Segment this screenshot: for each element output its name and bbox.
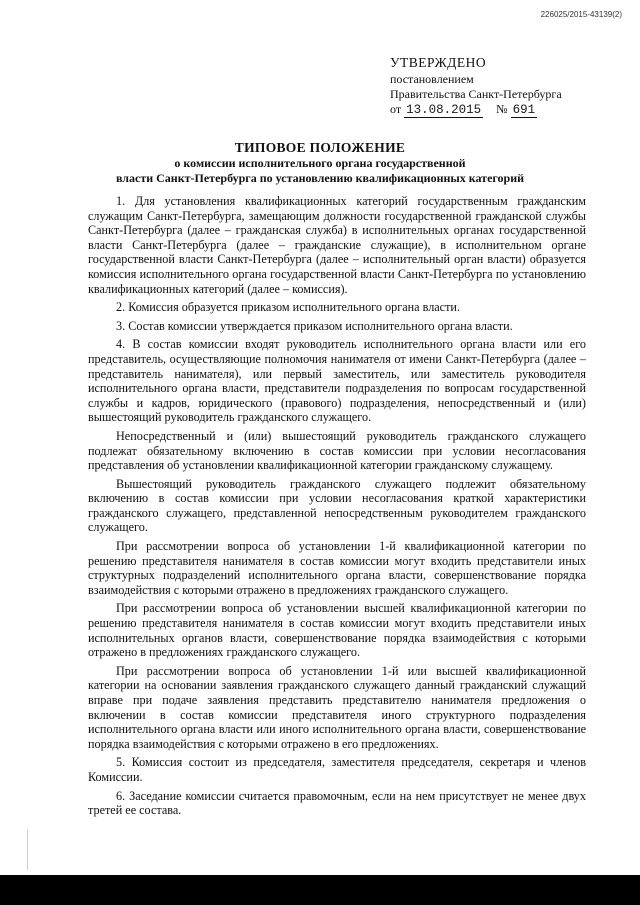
document-subtitle-line-2: власти Санкт-Петербурга по установлению квалификационных категорий <box>115 171 525 185</box>
paragraph-4-note-3: При рассмотрении вопроса об установлении 1-й квалификационной категории по решению представителя нанимателя в состав комиссии могут входить представители иных структурных подразделений исполнительного органа власти, совершенствование порядка взаимодействия с которыми отражено в предложениях гражданского служащего. <box>88 539 586 597</box>
paragraph-4-note-1: Непосредственный и (или) вышестоящий руководитель гражданского служащего подлежат обязательному включению в состав комиссии при условии несогласования представления об установлении квалификационной категории гражданскому служащему. <box>88 428 586 473</box>
paragraph-4-note-4: При рассмотрении вопроса об установлении высшей квалификационной категории по решению представителя нанимателя в состав комиссии могут входить представители иных исполнительных органов власти, совершенствование порядка взаимодействия с которыми отражено в предложениях гражданского служащего. <box>88 601 586 660</box>
paragraph-3: 3. Состав комиссии утверждается приказом исполнительного органа власти. <box>116 318 513 333</box>
approval-date: 13.08.2015 <box>406 103 482 117</box>
document-title: ТИПОВОЕ ПОЛОЖЕНИЕ <box>234 140 406 155</box>
approval-stamp-block <box>390 55 620 118</box>
document-title-block <box>95 140 545 186</box>
document-subtitle-line-1: о комиссии исполнительного органа государственной <box>174 156 466 170</box>
approved-by-line-2: Правительства Санкт-Петербурга <box>390 87 562 101</box>
from-label: от <box>390 102 402 116</box>
paragraph-6: 6. Заседание комиссии считается правомочным, если на нем присутствует не менее двух третей ее состава. <box>88 788 586 818</box>
document-body <box>88 194 586 822</box>
approved-by-line-1: постановлением <box>390 72 474 86</box>
approval-date-number-line <box>390 102 620 118</box>
paragraph-2: 2. Комиссия образуется приказом исполнительного органа власти. <box>116 300 460 315</box>
approval-number: 691 <box>512 103 536 117</box>
scan-bottom-edge <box>0 875 640 905</box>
paragraph-5: 5. Комиссия состоит из председателя, заместителя председателя, секретаря и членов Комиссии. <box>88 755 586 784</box>
paragraph-4-note-2: Вышестоящий руководитель гражданского служащего подлежит обязательному включению в состав комиссии при условии несогласования краткой характеристики гражданского служащего, представленной непосредственным руководителем гражданского служащего. <box>88 476 586 535</box>
document-registration-code: 226025/2015-43139(2) <box>540 10 622 19</box>
number-label: № <box>496 102 508 116</box>
paragraph-1: 1. Для установления квалификационных категорий государственным гражданским служащим Санкт-Петербурга, замещающим должности государственной гражданской службы Санкт-Петербурга (далее – гражданская служба) в исполнительных органах государственной власти Санкт-Петербурга (далее – гражданские служащие), в исполнительном органе государственной власти Санкт-Петербурга (далее – исполнительный орган власти) образуется комиссия исполнительного органа государственной власти Санкт-Петербурга по установлению квалификационных категорий (далее – комиссия). <box>88 194 586 296</box>
approved-heading: УТВЕРЖДЕНО <box>390 55 487 70</box>
paragraph-4: 4. В состав комиссии входят руководитель исполнительного органа власти или его представитель, осуществляющие полномочия нанимателя от имени Санкт-Петербурга (далее – представитель нанимателя), или первый заместитель, или заместитель руководителя исполнительного органа власти, представители подразделения по вопросам государственной службы и кадров, юридического (правового) подразделения, непосредственный и (или) вышестоящий руководитель гражданского служащего. <box>88 337 586 425</box>
scan-margin-artifact <box>27 830 28 870</box>
paragraph-4-note-5: При рассмотрении вопроса об установлении 1-й или высшей квалификационной категории на основании заявления гражданского служащего данный гражданский служащий вправе при подаче заявления представить представителю нанимателя предложения о включении в состав комиссии представителя иного структурного подразделения исполнительного органа власти или иного исполнительного органа власти, совершенствование порядка взаимодействия с которыми отражено в его предложениях. <box>88 663 586 751</box>
